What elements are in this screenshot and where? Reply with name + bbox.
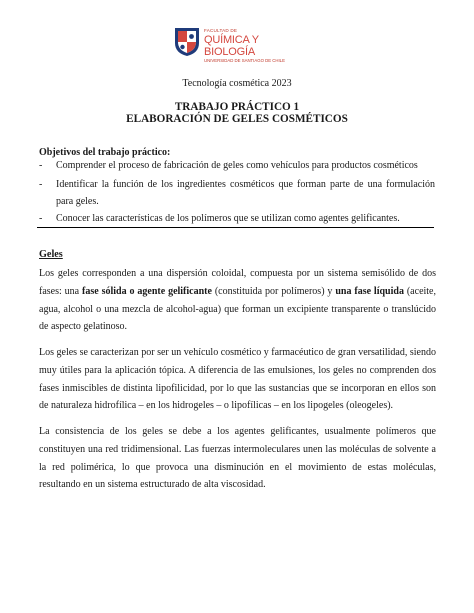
course-subtitle: Tecnología cosmética 2023	[182, 78, 292, 89]
university-shield-icon	[174, 27, 200, 57]
paragraph-text: (aceite, agua, alcohol o una mezcla de alcohol-agua) que forman un excipiente transparente o translúcido de aspecto gelatinoso.	[39, 285, 436, 333]
document-title-line2: ELABORACIÓN DE GELES COSMÉTICOS	[126, 113, 348, 125]
bold-term-liquid-phase: una fase líquida	[335, 285, 404, 297]
paragraph-definition	[39, 265, 436, 336]
objective-item	[39, 176, 435, 210]
objective-text: Comprender el proceso de fabricación de geles como vehículos para productos cosméticos	[56, 160, 418, 171]
paragraph-text: (constituida por polímeros) y	[211, 285, 336, 297]
bullet-dash: -	[39, 179, 43, 190]
logo-line-faculty: FACULTAD DE	[204, 28, 238, 33]
logo-wordmark	[204, 28, 304, 64]
document-title-line1: TRABAJO PRÁCTICO 1	[174, 101, 300, 113]
bold-term-solid-phase: fase sólida o agente gelificante	[82, 285, 212, 297]
paragraph-versatility: Los geles se caracterizan por ser un vehículo cosmético y farmacéutico de gran versatilidad, siendo muy útiles para la aplicación tópica. A diferencia de las emulsiones, los geles no comprenden dos fases inmiscibles de distinta lipofilicidad, por lo que las sustancias que se incorporan en ellos son de naturaleza hidrofílica – en los hidrogeles – o lipofílicas – en los lipogeles (oleogeles).	[39, 347, 436, 412]
objectives-heading: Objetivos del trabajo práctico:	[39, 147, 171, 158]
section-divider	[37, 227, 434, 228]
paragraph-consistency: La consistencia de los geles se debe a los agentes gelificantes, usualmente polímeros que constituyen una red tridimensional. Las fuerzas intermoleculares unen las moléculas de solvente a la red polimérica, lo que provoca una disminución en el movimiento de estas moléculas, resultando en un sistema estructurado de alta viscosidad.	[39, 426, 436, 491]
objective-text: Conocer las características de los polímeros que se utilizan como agentes gelificantes.	[56, 213, 400, 224]
logo-line-university: UNIVERSIDAD DE SANTIAGO DE CHILE	[204, 58, 285, 63]
logo-line-name: QUÍMICA Y BIOLOGÍA	[204, 34, 259, 58]
faculty-logo	[174, 27, 304, 77]
objective-item	[39, 210, 435, 227]
section-heading-geles: Geles	[39, 249, 63, 260]
objective-item	[39, 157, 435, 174]
paragraph-text: Los geles corresponden a una dispersión coloidal, compuesta por un sistema semisólido de dos fases: una	[39, 268, 436, 297]
bullet-dash: -	[39, 213, 43, 224]
bullet-dash: -	[39, 160, 43, 171]
objective-text: Identificar la función de los ingredientes cosméticos que forman parte de una formulación para geles.	[56, 179, 435, 207]
